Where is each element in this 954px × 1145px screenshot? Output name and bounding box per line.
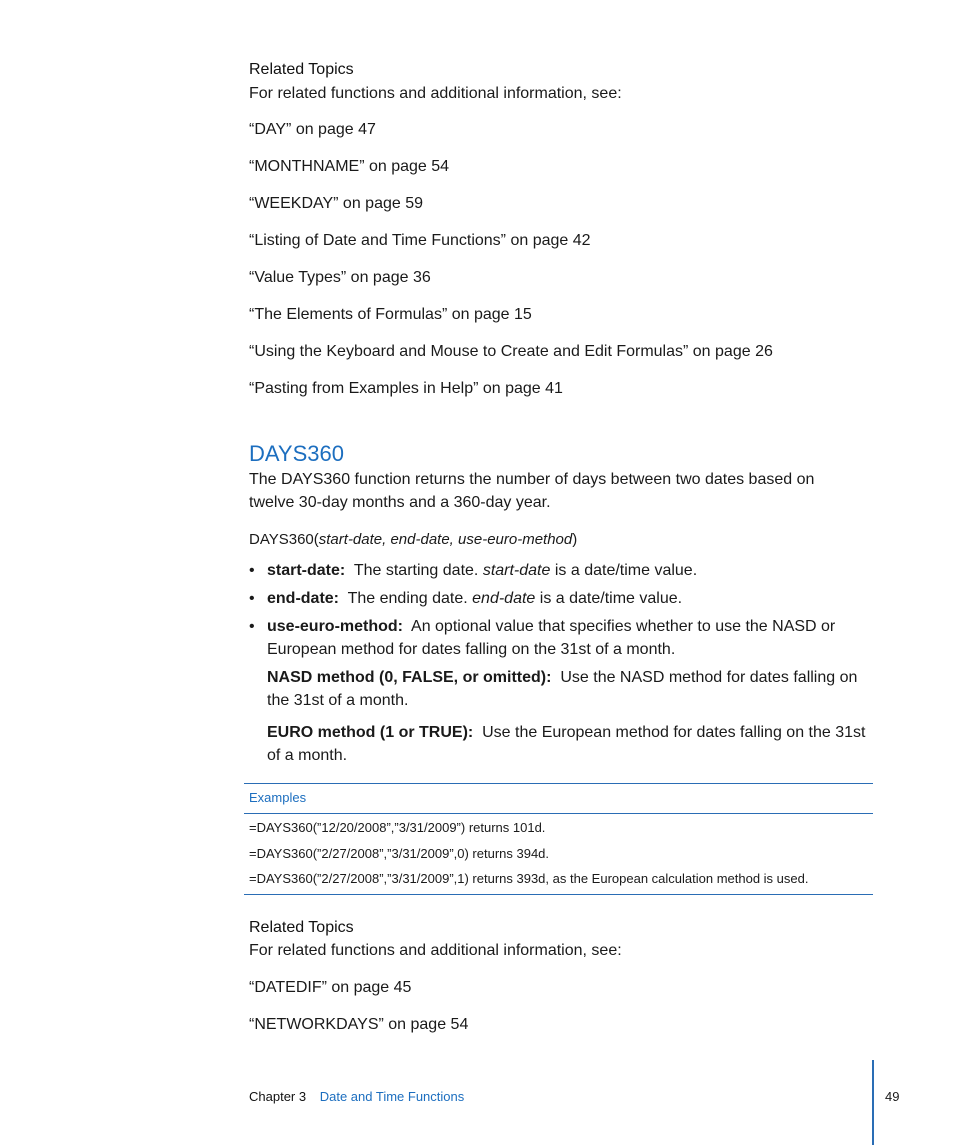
nasd-method-label: NASD method (0, FALSE, or omitted): [267, 669, 552, 686]
related-topics-intro-2: For related functions and additional information, see: [249, 942, 622, 959]
related-link-elements[interactable]: “The Elements of Formulas” on page 15 [249, 306, 532, 323]
examples-top-rule [244, 783, 873, 784]
example-line-2: =DAYS360(”2/27/2008”,”3/31/2009”,0) returns 394d. [249, 846, 550, 861]
related-link-listing[interactable]: “Listing of Date and Time Functions” on page 42 [249, 232, 591, 249]
nasd-method-text: Use the NASD method for dates falling on the 31st of a month. [267, 669, 858, 709]
argument-italic: end-date [472, 590, 536, 607]
argument-name: end-date: [267, 590, 339, 607]
argument-name: use-euro-method: [267, 618, 403, 635]
related-link-day[interactable]: “DAY” on page 47 [249, 121, 376, 138]
footer-divider [872, 1060, 874, 1145]
related-link-networkdays[interactable]: “NETWORKDAYS” on page 54 [249, 1016, 469, 1033]
euro-method-label: EURO method (1 or TRUE): [267, 724, 474, 741]
footer-chapter [249, 1089, 464, 1104]
related-link-pasting[interactable]: “Pasting from Examples in Help” on page 41 [249, 380, 563, 397]
examples-label: Examples [249, 790, 307, 805]
example-line-3: =DAYS360(”2/27/2008”,”3/31/2009”,1) returns 393d, as the European calculation method is used. [249, 871, 809, 886]
argument-item-start-date [249, 559, 867, 582]
related-topics-intro: For related functions and additional information, see: [249, 85, 622, 102]
syntax-function-name: DAYS360 [249, 531, 314, 548]
argument-item-end-date [249, 587, 867, 610]
argument-list [249, 559, 867, 767]
bullet-icon: • [249, 618, 255, 635]
related-topics-heading: Related Topics [249, 61, 354, 78]
syntax-arguments: start-date, end-date, use-euro-method [318, 531, 573, 548]
euro-method-description [267, 721, 867, 767]
argument-text: The starting date. [353, 562, 483, 579]
argument-text-end: is a date/time value. [550, 562, 698, 579]
argument-italic: start-date [482, 562, 551, 579]
related-link-keyboard-mouse[interactable]: “Using the Keyboard and Mouse to Create and Edit Formulas” on page 26 [249, 343, 773, 360]
related-link-monthname[interactable]: “MONTHNAME” on page 54 [249, 158, 450, 175]
argument-text-end: is a date/time value. [535, 590, 683, 607]
related-topics-heading-2: Related Topics [249, 919, 354, 936]
section-description: The DAYS360 function returns the number of days between two dates based on twelve 30-day months and a 360-day year. [249, 471, 815, 511]
footer-chapter-title: Date and Time Functions [319, 1089, 465, 1104]
nasd-method-description [267, 666, 867, 712]
related-link-weekday[interactable]: “WEEKDAY” on page 59 [249, 195, 424, 212]
page-number: 49 [885, 1089, 900, 1104]
related-link-datedif[interactable]: “DATEDIF” on page 45 [249, 979, 412, 996]
examples-bottom-rule [244, 894, 873, 895]
argument-text: The ending date. [347, 590, 473, 607]
related-link-value-types[interactable]: “Value Types” on page 36 [249, 269, 431, 286]
footer-chapter-number: Chapter 3 [249, 1089, 307, 1104]
examples-header-rule [244, 813, 873, 814]
bullet-icon: • [249, 562, 255, 579]
syntax-line: DAYS360(start-date, end-date, use-euro-method) [249, 531, 578, 548]
example-line-1: =DAYS360(”12/20/2008”,”3/31/2009”) returns 101d. [249, 820, 546, 835]
euro-method-text: Use the European method for dates falling on the 31st of a month. [267, 724, 866, 764]
section-title: DAYS360 [249, 441, 344, 466]
bullet-icon: • [249, 590, 255, 607]
argument-text: An optional value that specifies whether to use the NASD or European method for dates falling on the 31st of a month. [267, 618, 836, 658]
argument-name: start-date: [267, 562, 346, 579]
argument-item-use-euro-method [249, 615, 867, 661]
